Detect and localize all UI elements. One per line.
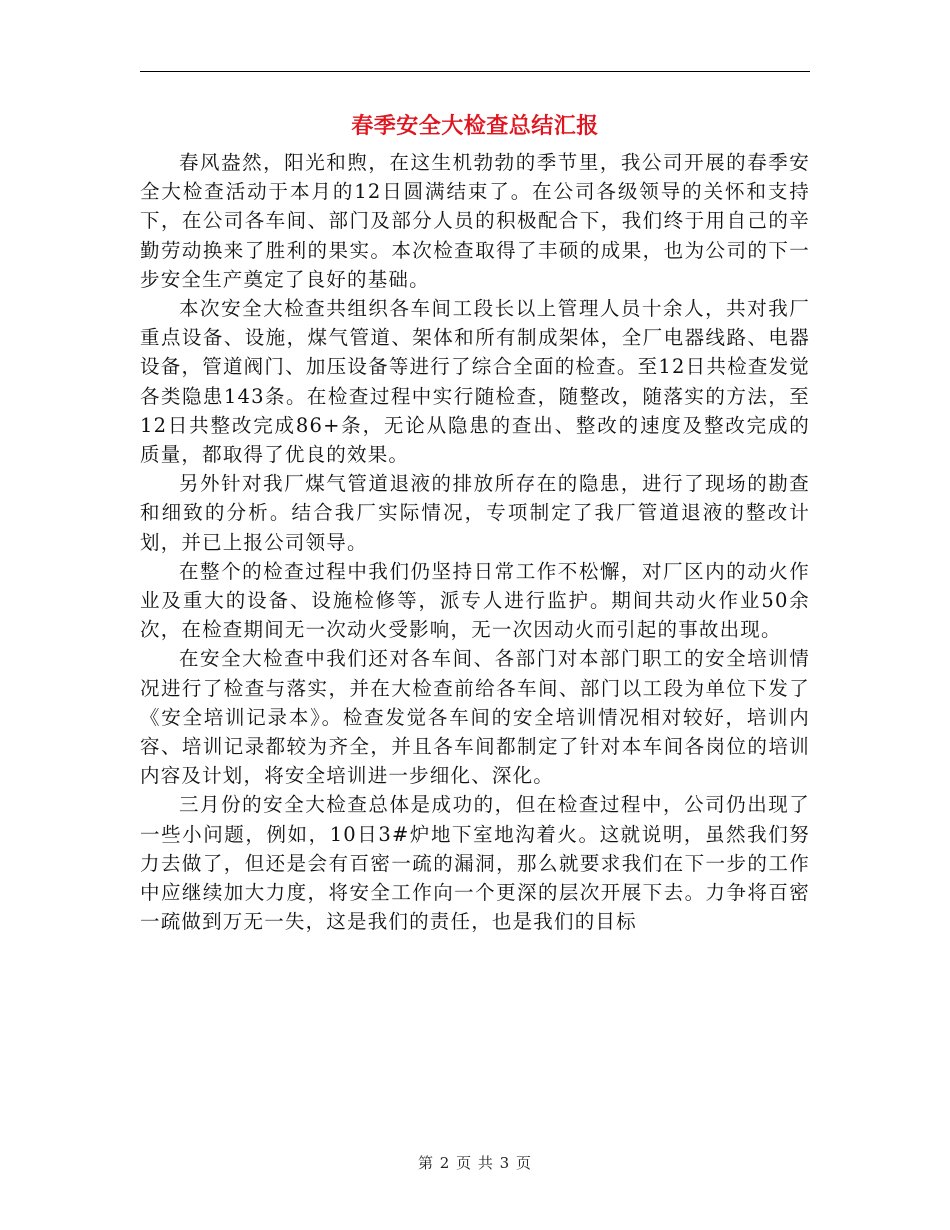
paragraph-conclusion: 三月份的安全大检查总体是成功的，但在检查过程中，公司仍出现了一些小问题，例如，10日3#炉地下室地沟着火。这就说明，虽然我们努力去做了，但还是会有百密一疏的漏洞，那么就要求我们在下一步的工作中应继续加大力度，将安全工作向一个更深的层次开展下去。力争将百密一疏做到万无一失，这是我们的责任，也是我们的目标: [140, 793, 810, 934]
page-number-footer: 第 2 页 共 3 页: [418, 1154, 532, 1172]
document-body: [140, 148, 810, 936]
paragraph-intro: 春风盎然，阳光和煦，在这生机勃勃的季节里，我公司开展的春季安全大检查活动于本月的12日圆满结束了。在公司各级领导的关怀和支持下，在公司各车间、部门及部分人员的积极配合下，我们终于用自己的辛勤劳动换来了胜利的果实。本次检查取得了丰硕的成果，也为公司的下一步安全生产奠定了良好的基础。: [140, 151, 810, 291]
header-rule: [140, 71, 810, 72]
paragraph-gas-pipeline: 另外针对我厂煤气管道退液的排放所存在的隐患，进行了现场的勘查和细致的分析。结合我厂实际情况，专项制定了我厂管道退液的整改计划，并已上报公司领导。: [140, 472, 810, 554]
paragraph-safety-training: 在安全大检查中我们还对各车间、各部门对本部门职工的安全培训情况进行了检查与落实，并在大检查前给各车间、部门以工段为单位下发了《安全培训记录本》。检查发觉各车间的安全培训情况相对较好，培训内容、培训记录都较为齐全，并且各车间都制定了针对本车间各岗位的培训内容及计划，将安全培训进一步细化、深化。: [140, 647, 810, 788]
document-title: 春季安全大检查总结汇报: [351, 113, 599, 139]
paragraph-inspection-scope: 本次安全大检查共组织各车间工段长以上管理人员十余人，共对我厂重点设备、设施，煤气管道、架体和所有制成架体，全厂电器线路、电器设备，管道阀门、加压设备等进行了综合全面的检查。至12日共检查发觉各类隐患143条。在检查过程中实行随检查，随整改，随落实的方法，至12日共整改完成86+条，无论从隐患的查出、整改的速度及整改完成的质量，都取得了优良的效果。: [140, 297, 810, 467]
paragraph-hot-work: 在整个的检查过程中我们仍坚持日常工作不松懈，对厂区内的动火作业及重大的设备、设施检修等，派专人进行监护。期间共动火作业50余次，在检查期间无一次动火受影响，无一次因动火而引起的事故出现。: [140, 559, 810, 642]
